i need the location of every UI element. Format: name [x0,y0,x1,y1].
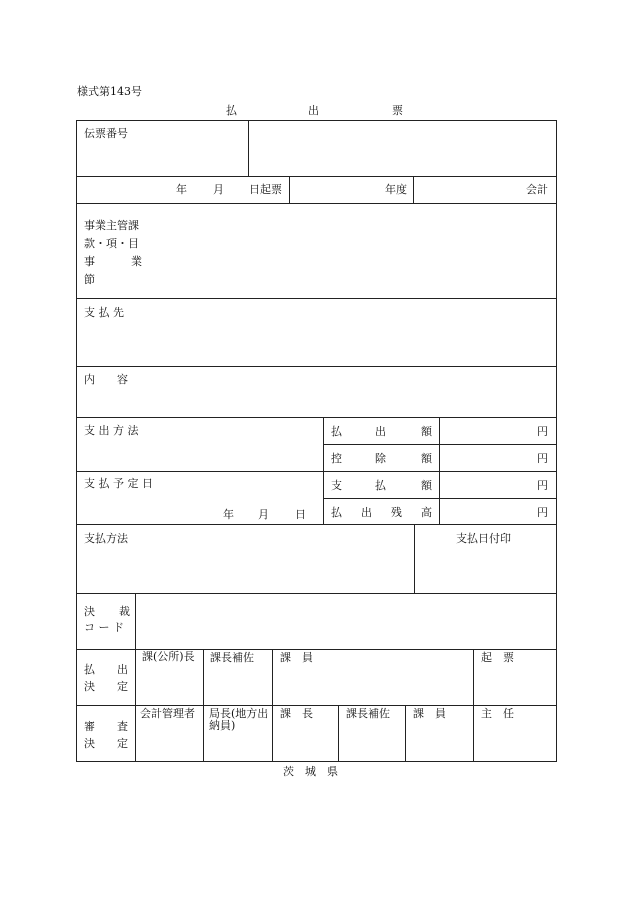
account-label: 会計 [526,183,548,196]
head-section-chief: 課(公所)長 [142,650,195,663]
amount-label-char: 出 [361,506,372,519]
prefecture-footer: 茨 城 県 [283,765,338,778]
head-drafter: 起 票 [481,651,514,664]
amount-label-char: 払 [331,425,342,438]
head-accounting-manager: 会計管理者 [140,707,195,720]
budget-item-label: 款・項・目 [84,237,139,250]
fiscal-year-label: 年度 [385,183,407,196]
amount-unit: 円 [537,452,548,465]
audit-char: 査 [117,720,128,733]
head-chief: 課 長 [280,707,313,720]
payout-char: 出 [117,663,128,676]
amount-label-char: 出 [375,425,386,438]
amount-label-char: 除 [375,452,386,465]
head-assistant-chief-2: 課長補佐 [346,707,390,720]
scheduled-year-label: 年 [223,508,234,521]
scheduled-day-label: 日 [295,508,306,521]
payee-label: 支 払 先 [84,306,124,319]
amount-label-char: 払 [331,506,342,519]
date-day-origin-label: 日起票 [249,183,282,196]
code-char: 決 [84,605,95,618]
amount-label-char: 払 [375,479,386,492]
title-char-1: 払 [226,104,237,117]
audit-char: 定 [117,737,128,750]
audit-char: 決 [84,737,95,750]
amount-unit: 円 [537,506,548,519]
code-text: コ ー ド [84,621,124,634]
amount-label-char: 額 [421,452,432,465]
payout-char: 定 [117,680,128,693]
code-char: 裁 [119,605,130,618]
title-char-3: 票 [392,104,403,117]
head-staff-2: 課 員 [413,707,446,720]
pay-method-label: 支払方法 [84,532,128,545]
form-number: 様式第143号 [77,85,142,98]
head-staff: 課 員 [280,651,313,664]
amount-label-char: 控 [331,452,342,465]
budget-project-char-2: 業 [131,255,142,268]
amount-label-char: 額 [421,425,432,438]
budget-project-char-1: 事 [84,255,95,268]
amount-unit: 円 [537,479,548,492]
head-supervisor: 主 任 [481,707,514,720]
payment-method-label: 支 出 方 法 [84,424,139,437]
date-month-label: 月 [213,183,224,196]
scheduled-date-label: 支 払 予 定 日 [84,477,153,490]
audit-char: 審 [84,720,95,733]
scheduled-month-label: 月 [258,508,269,521]
head-bureau-chief: 局長(地方出納員) [209,707,269,732]
payout-char: 払 [84,663,95,676]
amount-label-char: 額 [421,479,432,492]
title-char-2: 出 [308,104,319,117]
slip-number-label: 伝票番号 [84,127,128,140]
date-year-label: 年 [176,183,187,196]
pay-date-stamp-label: 支払日付印 [456,532,511,545]
amount-label-char: 高 [421,506,432,519]
head-assistant-chief: 課長補佐 [210,651,254,664]
payout-char: 決 [84,680,95,693]
content-label: 内 容 [84,373,128,386]
amount-unit: 円 [537,425,548,438]
amount-label-char: 残 [391,506,402,519]
budget-section-label: 節 [84,273,95,286]
budget-dept-label: 事業主管課 [84,219,139,232]
amount-label-char: 支 [331,479,342,492]
